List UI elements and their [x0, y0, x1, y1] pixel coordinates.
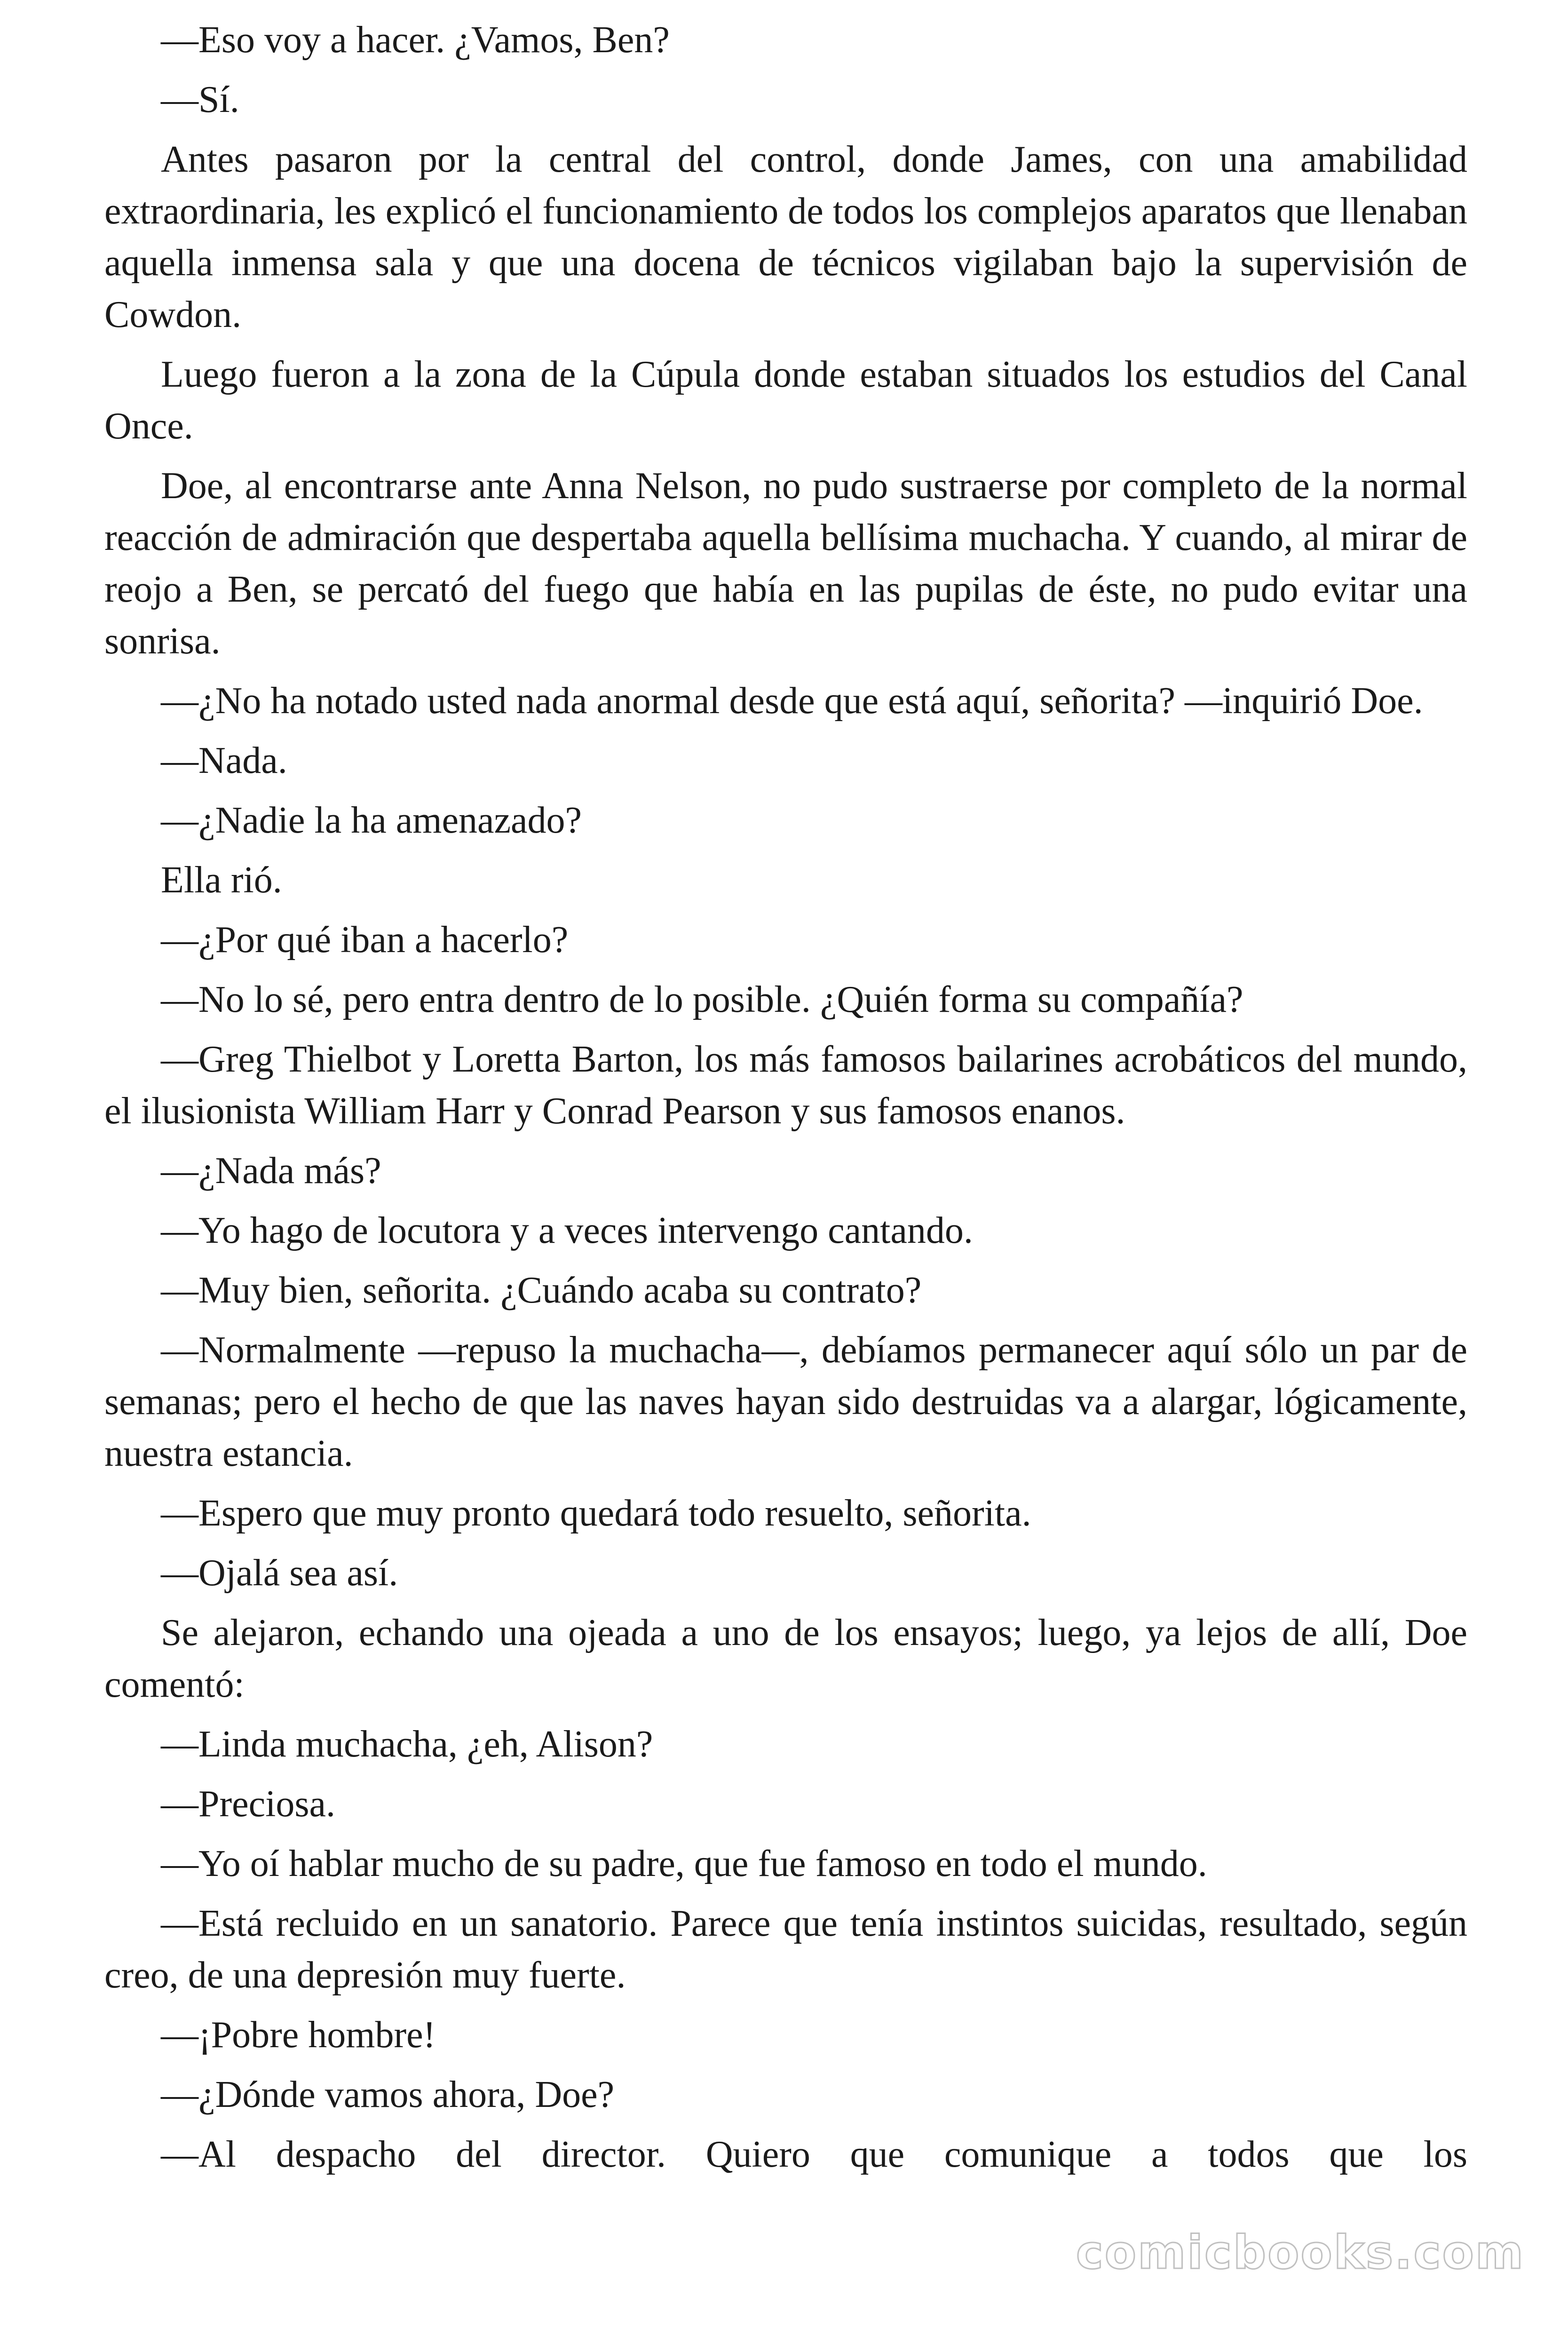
paragraph: —Está recluido en un sanatorio. Parece que tenía instintos suicidas, resultado, según creo, de una depresión muy fuerte.: [104, 1903, 1467, 1996]
body-text: [104, 14, 1467, 2188]
paragraph: —¿Nadie la ha amenazado?: [161, 800, 582, 841]
paragraph: —Espero que muy pronto quedará todo resuelto, señorita.: [161, 1493, 1031, 1534]
paragraph: Ella rió.: [161, 859, 282, 901]
paragraph: —¿No ha notado usted nada anormal desde que está aquí, señorita? —inquirió Doe.: [161, 680, 1423, 722]
paragraph: —Yo oí hablar mucho de su padre, que fue famoso en todo el mundo.: [161, 1843, 1207, 1884]
paragraph: —Greg Thielbot y Loretta Barton, los más famosos bailarines acrobáticos del mundo, el ilusionista William Harr y Conrad Pearson y sus famosos enanos.: [104, 1039, 1467, 1132]
paragraph: —¿Por qué iban a hacerlo?: [161, 919, 569, 961]
paragraph: Luego fueron a la zona de la Cúpula donde estaban situados los estudios del Canal Once.: [104, 354, 1467, 447]
paragraph: —¿Nada más?: [161, 1150, 381, 1192]
paragraph: Se alejaron, echando una ojeada a uno de los ensayos; luego, ya lejos de allí, Doe comentó:: [104, 1612, 1467, 1705]
paragraph: —Muy bien, señorita. ¿Cuándo acaba su contrato?: [161, 1270, 922, 1311]
paragraph: —Sí.: [161, 79, 239, 120]
paragraph: —Yo hago de locutora y a veces intervengo cantando.: [161, 1210, 973, 1251]
paragraph: —¡Pobre hombre!: [161, 2014, 436, 2056]
paragraph: —No lo sé, pero entra dentro de lo posible. ¿Quién forma su compañía?: [161, 979, 1243, 1020]
paragraph: —¿Dónde vamos ahora, Doe?: [161, 2074, 615, 2115]
paragraph: —Eso voy a hacer. ¿Vamos, Ben?: [161, 19, 670, 61]
site-watermark: comicbooks.com: [1076, 2226, 1525, 2280]
paragraph: Antes pasaron por la central del control, donde James, con una amabilidad extraordinaria, les explicó el funcionamiento de todos los complejos aparatos que llenaban aquella inmensa sala y que una docena de técnicos vigilaban bajo la supervisión de Cowdon.: [104, 139, 1467, 335]
paragraph: —Ojalá sea así.: [161, 1552, 398, 1594]
paragraph: —Normalmente —repuso la muchacha—, debíamos permanecer aquí sólo un par de semanas; pero el hecho de que las naves hayan sido destruidas va a alargar, lógicamente, nuestra estancia.: [104, 1329, 1467, 1474]
paragraph: —Linda muchacha, ¿eh, Alison?: [161, 1724, 653, 1765]
paragraph-continued: —Al despacho del director. Quiero que comunique a todos que los: [161, 2134, 1467, 2175]
paragraph: —Nada.: [161, 740, 287, 781]
paragraph: —Preciosa.: [161, 1783, 336, 1825]
paragraph: Doe, al encontrarse ante Anna Nelson, no pudo sustraerse por completo de la normal reacción de admiración que despertaba aquella bellísima muchacha. Y cuando, al mirar de reojo a Ben, se percató del fuego que había en las pupilas de éste, no pudo evitar una sonrisa.: [104, 465, 1467, 662]
